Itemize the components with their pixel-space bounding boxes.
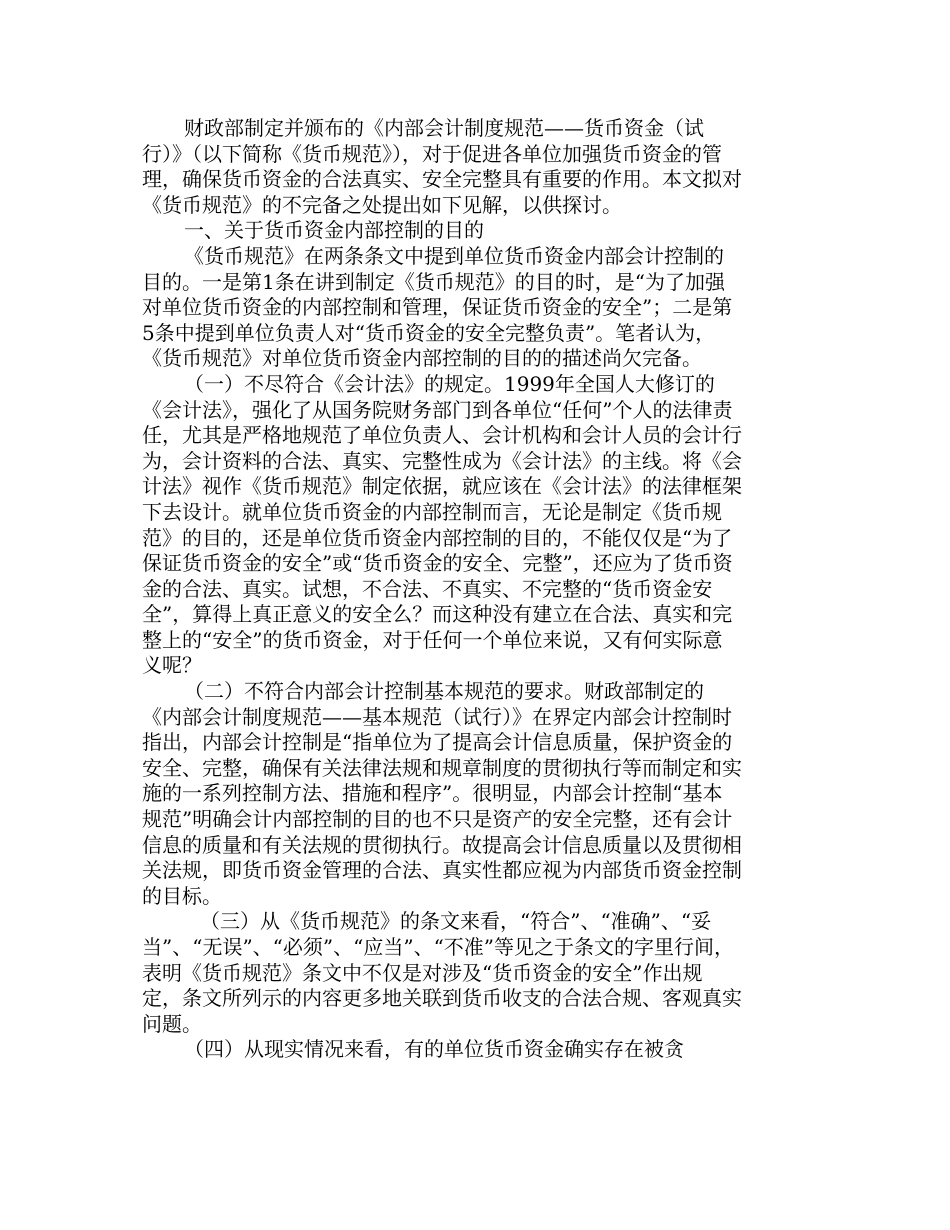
body-paragraph: （二）不符合内部会计控制基本规范的要求。财政部制定的《内部会计制度规范——基本规范（试行）》在界定内部会计控制时指出，内部会计控制是“指单位为了提高会计信息质量，保护资金的安全、完整，确保有关法律法规和规章制度的贯彻执行等而制定和实施的一系列控制方法、措施和程序”。很明显，内部会计控制“基本规范”明确会计内部控制的目的也不只是资产的安全完整，还有会计信息的质量和有关法规的贯彻执行。故提高会计信息质量以及贯彻相关法规，即货币资金管理的合法、真实性都应视为内部货币资金控制的目标。 [142,679,742,908]
body-text-column [142,116,742,1063]
body-paragraph: （三）从《货币规范》的条文来看，“符合”、“准确”、“妥当”、“无误”、“必须”、“应当”、“不准”等见之于条文的字里行间，表明《货币规范》条文中不仅是对涉及“货币资金的安全”作出规定，条文所列示的内容更多地关联到货币收支的合法合规、客观真实问题。 [142,909,742,1036]
intro-paragraph: 财政部制定并颁布的《内部会计制度规范——货币资金（试行）》（以下简称《货币规范》），对于促进各单位加强货币资金的管理，确保货币资金的合法真实、安全完整具有重要的作用。本文拟对《货币规范》的不完备之处提出如下见解，以供探讨。 [142,116,742,217]
body-paragraph: （一）不尽符合《会计法》的规定。1999年全国人大修订的《会计法》，强化了从国务院财务部门到各单位“任何”个人的法律责任，尤其是严格地规范了单位负责人、会计机构和会计人员的会计行为，会计资料的合法、真实、完整性成为《会计法》的主线。将《会计法》视作《货币规范》制定依据，就应该在《会计法》的法律框架下去设计。就单位货币资金的内部控制而言，无论是制定《货币规范》的目的，还是单位货币资金内部控制的目的，不能仅仅是“为了保证货币资金的安全”或“货币资金的安全、完整”，还应为了货币资金的合法、真实。试想，不合法、不真实、不完整的“货币资金安全”，算得上真正意义的安全么？而这种没有建立在合法、真实和完整上的“安全”的货币资金，对于任何一个单位来说，又有何实际意义呢？ [142,371,742,678]
body-paragraph: （四）从现实情况来看，有的单位货币资金确实存在被贪 [184,1037,684,1062]
body-paragraph: 《货币规范》在两条条文中提到单位货币资金内部会计控制的目的。一是第1条在讲到制定《货币规范》的目的时，是“为了加强对单位货币资金的内部控制和管理，保证货币资金的安全”；二是第5条中提到单位负责人对“货币资金的安全完整负责”。笔者认为，《货币规范》对单位货币资金内部控制的目的的描述尚欠完备。 [142,243,733,371]
section-heading: 一、关于货币资金内部控制的目的 [184,218,484,243]
